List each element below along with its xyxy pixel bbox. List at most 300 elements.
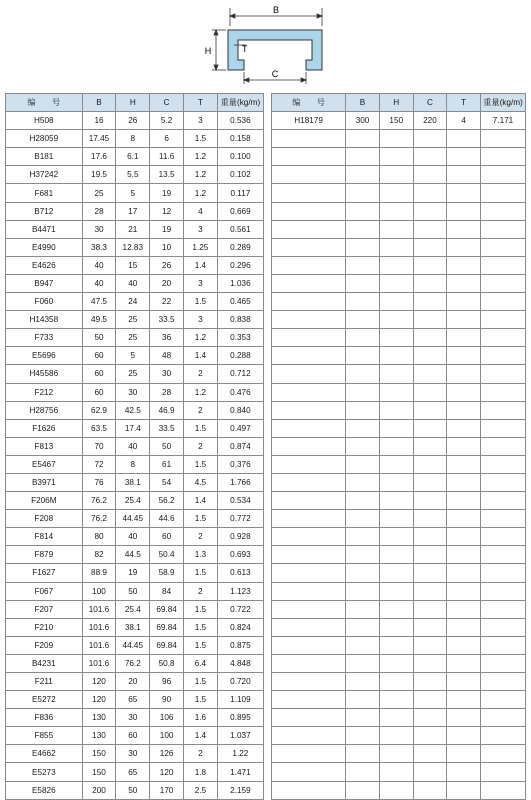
cell-c <box>413 220 447 238</box>
cell-h <box>379 709 413 727</box>
cell-h: 76.2 <box>116 654 150 672</box>
cell-t: 1.5 <box>184 293 218 311</box>
cell-h: 38.1 <box>116 473 150 491</box>
cell-t <box>447 745 481 763</box>
cell-h: 65 <box>116 691 150 709</box>
table-row <box>6 673 264 691</box>
cell-b <box>346 329 380 347</box>
cell-h <box>379 727 413 745</box>
cell-h: 25 <box>116 329 150 347</box>
empty-table-row <box>272 401 526 419</box>
cell-h: 44.5 <box>116 546 150 564</box>
cell-weight: 0.102 <box>217 166 263 184</box>
cell-h <box>379 383 413 401</box>
cell-code <box>272 528 346 546</box>
table-row <box>6 184 264 202</box>
cell-t <box>447 636 481 654</box>
cell-h: 25 <box>116 311 150 329</box>
cell-weight: 0.561 <box>217 220 263 238</box>
cell-b <box>346 473 380 491</box>
cell-h <box>379 528 413 546</box>
cell-c: 69.84 <box>150 618 184 636</box>
cell-c: 46.9 <box>150 401 184 419</box>
cell-code: F210 <box>6 618 83 636</box>
cell-h <box>379 202 413 220</box>
cell-weight <box>480 148 525 166</box>
cell-code: F060 <box>6 293 83 311</box>
cell-weight <box>480 473 525 491</box>
cell-b: 101.6 <box>82 636 116 654</box>
cell-t <box>447 618 481 636</box>
cell-h <box>379 419 413 437</box>
cell-weight: 0.693 <box>217 546 263 564</box>
empty-table-row <box>272 383 526 401</box>
cell-h <box>379 492 413 510</box>
cell-code: H28059 <box>6 130 83 148</box>
cell-weight: 0.536 <box>217 112 263 130</box>
label-b: B <box>272 5 280 15</box>
cell-code <box>272 311 346 329</box>
cell-code: F813 <box>6 437 83 455</box>
cell-code: H28756 <box>6 401 83 419</box>
cell-weight: 0.376 <box>217 455 263 473</box>
cell-weight: 1.123 <box>217 582 263 600</box>
cell-b: 82 <box>82 546 116 564</box>
cell-code: E5467 <box>6 455 83 473</box>
cell-b: 30 <box>82 220 116 238</box>
cell-h: 40 <box>116 274 150 292</box>
header-code: 编 号 <box>272 94 346 112</box>
cell-t <box>447 347 481 365</box>
cell-t: 1.4 <box>184 492 218 510</box>
table-row <box>6 781 264 799</box>
cell-c <box>413 365 447 383</box>
cell-t <box>447 437 481 455</box>
cell-h: 40 <box>116 528 150 546</box>
cell-c: 20 <box>150 274 184 292</box>
table-row <box>6 709 264 727</box>
table-row <box>6 437 264 455</box>
cell-h <box>379 166 413 184</box>
cell-t: 1.8 <box>184 763 218 781</box>
cell-h: 17.4 <box>116 419 150 437</box>
header-code: 编 号 <box>6 94 83 112</box>
empty-table-row <box>272 220 526 238</box>
table-header-row <box>272 94 526 112</box>
cell-c: 106 <box>150 709 184 727</box>
cell-c: 220 <box>413 112 447 130</box>
cell-c <box>413 256 447 274</box>
cell-weight: 0.928 <box>217 528 263 546</box>
cell-b: 76 <box>82 473 116 491</box>
table-row <box>6 564 264 582</box>
cell-code: F067 <box>6 582 83 600</box>
cell-b <box>346 419 380 437</box>
header-t: T <box>447 94 481 112</box>
cell-t: 6.4 <box>184 654 218 672</box>
cell-code: E5273 <box>6 763 83 781</box>
cell-h <box>379 473 413 491</box>
empty-table-row <box>272 546 526 564</box>
cell-t: 1.6 <box>184 709 218 727</box>
empty-table-row <box>272 274 526 292</box>
cell-h <box>379 618 413 636</box>
cell-c <box>413 238 447 256</box>
cell-c <box>413 673 447 691</box>
cell-c: 58.9 <box>150 564 184 582</box>
table-row <box>6 691 264 709</box>
cell-weight <box>480 564 525 582</box>
cell-code <box>272 256 346 274</box>
cell-b <box>346 256 380 274</box>
cell-b <box>346 311 380 329</box>
header-h: H <box>116 94 150 112</box>
table-row <box>6 220 264 238</box>
cell-c: 33.5 <box>150 311 184 329</box>
cell-code: H14358 <box>6 311 83 329</box>
cell-b: 16 <box>82 112 116 130</box>
cell-b <box>346 365 380 383</box>
cell-b: 50 <box>82 329 116 347</box>
cell-b <box>346 383 380 401</box>
table-row <box>6 238 264 256</box>
cell-c <box>413 528 447 546</box>
table-row <box>6 455 264 473</box>
cell-code <box>272 202 346 220</box>
cell-h: 30 <box>116 745 150 763</box>
cell-code: F681 <box>6 184 83 202</box>
cell-code: E4990 <box>6 238 83 256</box>
empty-table-row <box>272 781 526 799</box>
table-row <box>6 365 264 383</box>
cell-t <box>447 184 481 202</box>
cell-b: 28 <box>82 202 116 220</box>
cell-code: B712 <box>6 202 83 220</box>
table-row <box>6 293 264 311</box>
cell-c <box>413 492 447 510</box>
cell-b: 38.3 <box>82 238 116 256</box>
header-weight: 重量(kg/m) <box>480 94 525 112</box>
cell-code <box>272 618 346 636</box>
cell-weight <box>480 600 525 618</box>
cell-weight: 0.772 <box>217 510 263 528</box>
cell-weight: 0.824 <box>217 618 263 636</box>
cell-b <box>346 492 380 510</box>
cell-h: 44.45 <box>116 636 150 654</box>
cell-h <box>379 582 413 600</box>
cell-b <box>346 636 380 654</box>
cell-b: 76.2 <box>82 510 116 528</box>
empty-table-row <box>272 329 526 347</box>
empty-table-row <box>272 727 526 745</box>
cell-weight <box>480 781 525 799</box>
cell-b <box>346 528 380 546</box>
table-header-row <box>6 94 264 112</box>
cell-c <box>413 130 447 148</box>
cell-code <box>272 274 346 292</box>
cell-h <box>379 636 413 654</box>
cell-weight <box>480 745 525 763</box>
cell-code <box>272 383 346 401</box>
cell-t <box>447 473 481 491</box>
cell-weight: 0.534 <box>217 492 263 510</box>
empty-table-row <box>272 510 526 528</box>
cell-c: 90 <box>150 691 184 709</box>
cell-t: 2 <box>184 401 218 419</box>
cell-c <box>413 419 447 437</box>
cell-code <box>272 564 346 582</box>
spec-table-left <box>5 93 264 800</box>
table-row <box>6 274 264 292</box>
cell-c <box>413 437 447 455</box>
cell-c <box>413 166 447 184</box>
cell-weight <box>480 220 525 238</box>
cell-t <box>447 148 481 166</box>
table-row <box>6 636 264 654</box>
cell-c: 61 <box>150 455 184 473</box>
cell-weight <box>480 166 525 184</box>
table-row <box>6 419 264 437</box>
cell-c: 56.2 <box>150 492 184 510</box>
cell-b <box>346 220 380 238</box>
cell-c: 10 <box>150 238 184 256</box>
cell-h: 15 <box>116 256 150 274</box>
cell-code: H37242 <box>6 166 83 184</box>
cell-weight <box>480 763 525 781</box>
cell-c <box>413 184 447 202</box>
cell-t <box>447 256 481 274</box>
cell-c <box>413 745 447 763</box>
cell-code <box>272 673 346 691</box>
cell-h <box>379 745 413 763</box>
cell-code: B4471 <box>6 220 83 238</box>
label-t: T <box>242 44 248 54</box>
cell-code: F211 <box>6 673 83 691</box>
cell-code: H18179 <box>272 112 346 130</box>
table-row <box>6 745 264 763</box>
cell-c <box>413 383 447 401</box>
channel-profile-diagram <box>190 0 340 88</box>
cell-code: F207 <box>6 600 83 618</box>
empty-table-row <box>272 166 526 184</box>
cell-weight <box>480 528 525 546</box>
cell-c: 50 <box>150 437 184 455</box>
cell-h <box>379 274 413 292</box>
table-row <box>6 148 264 166</box>
cell-t: 3 <box>184 311 218 329</box>
cell-t: 1.2 <box>184 184 218 202</box>
cell-b <box>346 455 380 473</box>
empty-table-row <box>272 618 526 636</box>
cell-b: 60 <box>82 383 116 401</box>
cell-c <box>413 401 447 419</box>
cell-c: 69.84 <box>150 600 184 618</box>
cell-h <box>379 184 413 202</box>
cell-weight <box>480 546 525 564</box>
cell-h <box>379 763 413 781</box>
cell-t: 4 <box>184 202 218 220</box>
cell-b: 101.6 <box>82 600 116 618</box>
cell-weight: 1.036 <box>217 274 263 292</box>
cell-weight <box>480 365 525 383</box>
cell-t: 3 <box>184 112 218 130</box>
cell-t: 2 <box>184 745 218 763</box>
cell-c: 60 <box>150 528 184 546</box>
table-row <box>6 582 264 600</box>
cell-h <box>379 329 413 347</box>
cell-b <box>346 709 380 727</box>
cell-weight: 0.158 <box>217 130 263 148</box>
cell-c: 44.6 <box>150 510 184 528</box>
cell-b: 300 <box>346 112 380 130</box>
cell-c: 11.6 <box>150 148 184 166</box>
cell-h <box>379 130 413 148</box>
cell-b <box>346 148 380 166</box>
cell-code <box>272 546 346 564</box>
empty-table-row <box>272 745 526 763</box>
cell-b: 200 <box>82 781 116 799</box>
cell-b: 25 <box>82 184 116 202</box>
cell-t: 1.5 <box>184 691 218 709</box>
cell-b <box>346 293 380 311</box>
cell-b: 72 <box>82 455 116 473</box>
cell-c <box>413 148 447 166</box>
cell-c: 19 <box>150 184 184 202</box>
cell-weight <box>480 184 525 202</box>
cell-b <box>346 130 380 148</box>
cell-t <box>447 202 481 220</box>
table-row <box>6 473 264 491</box>
cell-h <box>379 673 413 691</box>
cell-weight <box>480 202 525 220</box>
cell-code <box>272 419 346 437</box>
cell-b: 130 <box>82 709 116 727</box>
cell-t: 1.2 <box>184 329 218 347</box>
cell-c: 50.4 <box>150 546 184 564</box>
cell-weight <box>480 618 525 636</box>
cell-weight <box>480 654 525 672</box>
cell-code <box>272 184 346 202</box>
empty-table-row <box>272 763 526 781</box>
header-b: B <box>82 94 116 112</box>
cell-weight <box>480 709 525 727</box>
cell-h: 8 <box>116 130 150 148</box>
cell-b: 17.45 <box>82 130 116 148</box>
cell-code: B4231 <box>6 654 83 672</box>
cell-weight: 0.289 <box>217 238 263 256</box>
cell-h <box>379 293 413 311</box>
cell-b <box>346 184 380 202</box>
cell-code <box>272 473 346 491</box>
empty-table-row <box>272 437 526 455</box>
cell-weight: 1.471 <box>217 763 263 781</box>
table-row <box>6 546 264 564</box>
table-row <box>6 492 264 510</box>
cell-t: 1.3 <box>184 546 218 564</box>
cell-c: 28 <box>150 383 184 401</box>
cell-b: 150 <box>82 745 116 763</box>
cell-c <box>413 781 447 799</box>
cell-c <box>413 691 447 709</box>
cell-b: 40 <box>82 274 116 292</box>
cell-weight: 0.117 <box>217 184 263 202</box>
table-row <box>6 401 264 419</box>
cell-b <box>346 673 380 691</box>
cell-weight: 0.875 <box>217 636 263 654</box>
table-row <box>6 727 264 745</box>
cell-c: 5.2 <box>150 112 184 130</box>
cell-b <box>346 600 380 618</box>
cell-c: 13.5 <box>150 166 184 184</box>
empty-table-row <box>272 564 526 582</box>
cell-c: 120 <box>150 763 184 781</box>
cell-t <box>447 492 481 510</box>
cell-t: 1.5 <box>184 636 218 654</box>
cell-b: 70 <box>82 437 116 455</box>
dimension-h <box>212 30 226 70</box>
cell-weight: 0.353 <box>217 329 263 347</box>
cell-h <box>379 564 413 582</box>
cell-h: 20 <box>116 673 150 691</box>
cell-t <box>447 528 481 546</box>
cell-h: 60 <box>116 727 150 745</box>
cell-code: F814 <box>6 528 83 546</box>
cell-c: 36 <box>150 329 184 347</box>
cell-weight: 0.288 <box>217 347 263 365</box>
cell-code <box>272 347 346 365</box>
empty-table-row <box>272 311 526 329</box>
cell-b <box>346 202 380 220</box>
cell-t <box>447 781 481 799</box>
cell-t <box>447 510 481 528</box>
cell-code <box>272 654 346 672</box>
cell-b <box>346 238 380 256</box>
cell-code <box>272 293 346 311</box>
cell-b: 17.6 <box>82 148 116 166</box>
cell-t: 1.5 <box>184 419 218 437</box>
cell-weight <box>480 673 525 691</box>
cell-b: 40 <box>82 256 116 274</box>
cell-c <box>413 709 447 727</box>
table-row <box>6 256 264 274</box>
cell-code <box>272 636 346 654</box>
cell-t: 1.5 <box>184 510 218 528</box>
empty-table-row <box>272 582 526 600</box>
cell-b <box>346 564 380 582</box>
cell-weight: 0.465 <box>217 293 263 311</box>
empty-table-row <box>272 256 526 274</box>
cell-t: 1.25 <box>184 238 218 256</box>
empty-table-row <box>272 528 526 546</box>
empty-table-row <box>272 709 526 727</box>
empty-table-row <box>272 148 526 166</box>
label-c: C <box>271 69 279 79</box>
empty-table-row <box>272 419 526 437</box>
cell-t <box>447 401 481 419</box>
cell-b: 130 <box>82 727 116 745</box>
cell-code: F212 <box>6 383 83 401</box>
table-row <box>6 618 264 636</box>
cell-t: 2 <box>184 528 218 546</box>
cell-t <box>447 311 481 329</box>
cell-h: 21 <box>116 220 150 238</box>
table-row <box>6 112 264 130</box>
cell-h <box>379 238 413 256</box>
cell-t <box>447 691 481 709</box>
cell-t: 1.5 <box>184 673 218 691</box>
cell-code: F1627 <box>6 564 83 582</box>
cell-h: 8 <box>116 455 150 473</box>
